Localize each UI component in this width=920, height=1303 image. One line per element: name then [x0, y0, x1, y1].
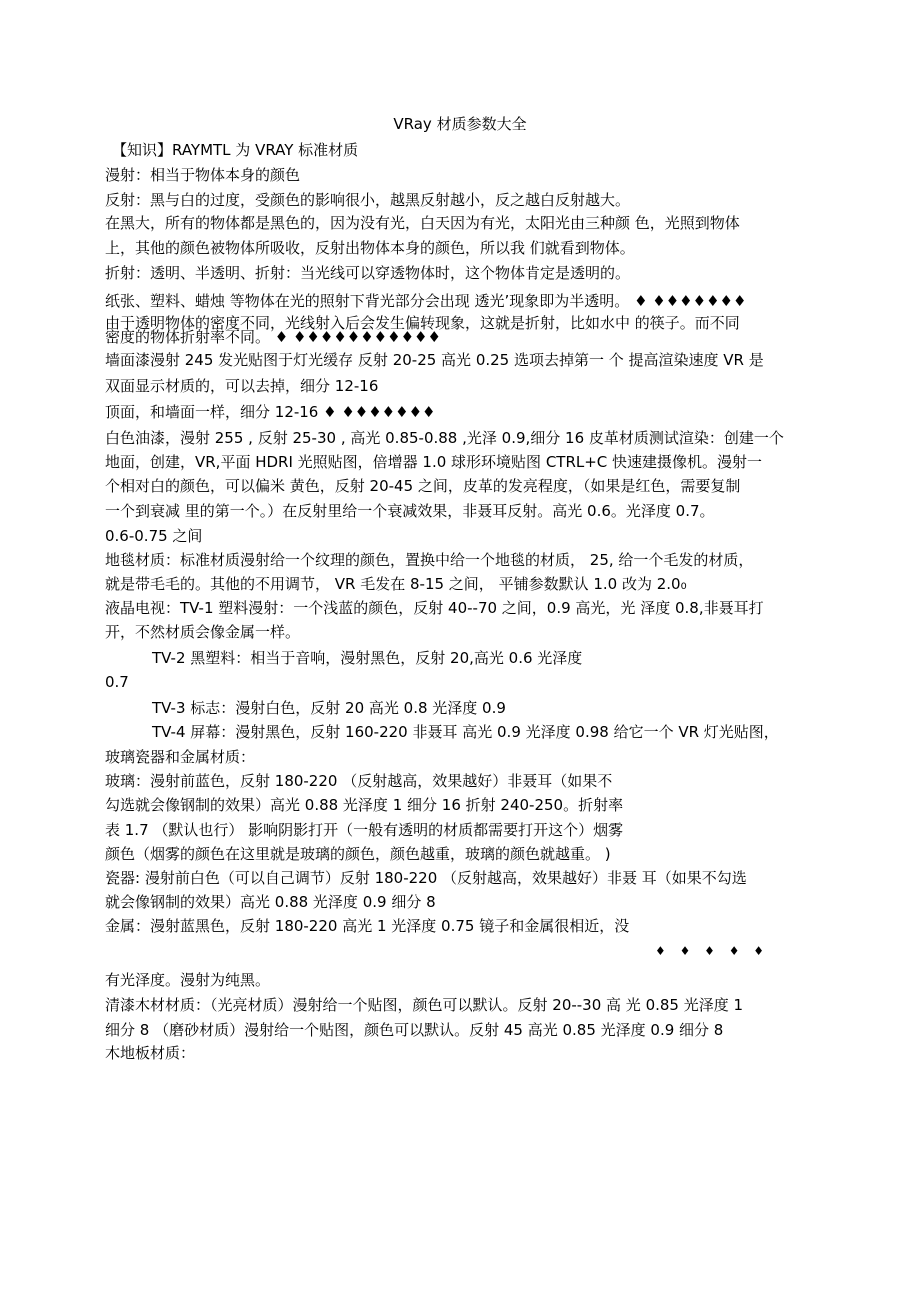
text-line: 玻璃瓷器和金属材质：	[105, 748, 256, 766]
text-line: 就会像钢制的效果）高光 0.88 光泽度 0.9 细分 8	[105, 893, 436, 911]
document-title: VRay 材质参数大全	[393, 115, 527, 133]
diamond-bullets: ♦ ♦ ♦ ♦ ♦	[655, 944, 770, 958]
text-line: TV-2 黑塑料：相当于音响，漫射黑色，反射 20,高光 0.6 光泽度	[152, 649, 583, 667]
text-line: 木地板材质：	[105, 1044, 196, 1062]
text-line: 白色油漆，漫射 255 , 反射 25-30 , 高光 0.85-0.88 ,光泽 0.9,细分 16 皮革材质测试渲染：创建一个	[105, 429, 784, 447]
text-line: 0.6-0.75 之间	[105, 527, 203, 545]
text-line: 玻璃：漫射前蓝色，反射 180-220 （反射越高，效果越好）非聂耳（如果不	[105, 772, 613, 790]
text-line: 由于透明物体的密度不同，光线射入后会发生偏转现象，这就是折射，比如水中 的筷子。而不同	[105, 314, 740, 332]
text-line: 金属：漫射蓝黑色，反射 180-220 高光 1 光泽度 0.75 镜子和金属很相近，没	[105, 917, 630, 935]
text-line: 密度的物体折射率不同。 ♦ ♦♦♦♦♦♦♦♦♦♦♦	[105, 328, 441, 346]
text-line: 漫射：相当于物体本身的颜色	[105, 166, 301, 184]
text-line: 个相对白的颜色，可以偏米 黄色，反射 20-45 之间，皮革的发亮程度，（如果是红色，需要复制	[105, 477, 741, 495]
text-line: 一个到衰减 里的第一个。）在反射里给一个衰减效果，非聂耳反射。高光 0.6。光泽度 0.7。	[105, 502, 715, 520]
text-line: 有光泽度。漫射为纯黑。	[105, 971, 271, 989]
text-line: 上，其他的颜色被物体所吸收，反射出物体本身的颜色，所以我 们就看到物体。	[105, 239, 635, 257]
text-line: TV-4 屏幕：漫射黑色，反射 160-220 非聂耳 高光 0.9 光泽度 0.98 给它一个 VR 灯光贴图，	[152, 723, 779, 741]
text-line: 在黑大，所有的物体都是黑色的，因为没有光，白天因为有光，太阳光由三种颜 色，光照到物体	[105, 214, 740, 232]
text-line: 开，不然材质会像金属一样。	[105, 623, 301, 641]
text-line: 勾选就会像钢制的效果）高光 0.88 光泽度 1 细分 16 折射 240-250。折射率	[105, 796, 624, 814]
text-line: 【知识】RAYMTL 为 VRAY 标准材质	[112, 141, 359, 159]
text-line: 地毯材质：标准材质漫射给一个纹理的颜色，置换中给一个地毯的材质， 25, 给一个毛发的材质，	[105, 551, 754, 569]
text-line: 纸张、塑料、蜡烛 等物体在光的照射下背光部分会出现 透光’现象即为半透明。 ♦ ♦♦♦♦♦♦♦	[105, 292, 747, 310]
text-line: 细分 8 （磨砂材质）漫射给一个贴图，颜色可以默认。反射 45 高光 0.85 光泽度 0.9 细分 8	[105, 1021, 724, 1039]
text-line: 清漆木材材质：（光亮材质）漫射给一个贴图，颜色可以默认。反射 20--30 高 光 0.85 光泽度 1	[105, 996, 744, 1014]
text-line: 就是带毛毛的。其他的不用调节， VR 毛发在 8-15 之间， 平铺参数默认 1.0 改为 2.0₀	[105, 575, 687, 593]
text-line: 表 1.7 （默认也行） 影响阴影打开（一般有透明的材质都需要打开这个）烟雾	[105, 821, 624, 839]
text-line: TV-3 标志：漫射白色，反射 20 高光 0.8 光泽度 0.9	[152, 699, 506, 717]
text-line: 地面，创建，VR,平面 HDRI 光照贴图，倍增器 1.0 球形环境贴图 CTRL+C 快速建摄像机。漫射一	[105, 453, 763, 471]
text-line: 颜色（烟雾的颜色在这里就是玻璃的颜色，颜色越重，玻璃的颜色就越重。 )	[105, 845, 611, 863]
text-line: 折射：透明、半透明、折射：当光线可以穿透物体时，这个物体肯定是透明的。	[105, 264, 631, 282]
text-line: 双面显示材质的，可以去掉，细分 12-16	[105, 377, 379, 395]
text-line: 瓷器: 漫射前白色（可以自己调节）反射 180-220 （反射越高，效果越好）非聂 耳（如果不勾选	[105, 869, 747, 887]
text-line: 墙面漆漫射 245 发光贴图于灯光缓存 反射 20-25 高光 0.25 选项去掉第一 个 提高渲染速度 VR 是	[105, 351, 764, 369]
text-line: 0.7	[105, 673, 129, 691]
text-line: 反射：黑与白的过度，受颜色的影响很小，越黑反射越小，反之越白反射越大。	[105, 191, 631, 209]
text-line: 液晶电视：TV-1 塑料漫射：一个浅蓝的颜色，反射 40--70 之间，0.9 高光，光 泽度 0.8,非聂耳打	[105, 599, 764, 617]
text-line: 顶面，和墙面一样，细分 12-16 ♦ ♦♦♦♦♦♦♦	[105, 403, 436, 421]
